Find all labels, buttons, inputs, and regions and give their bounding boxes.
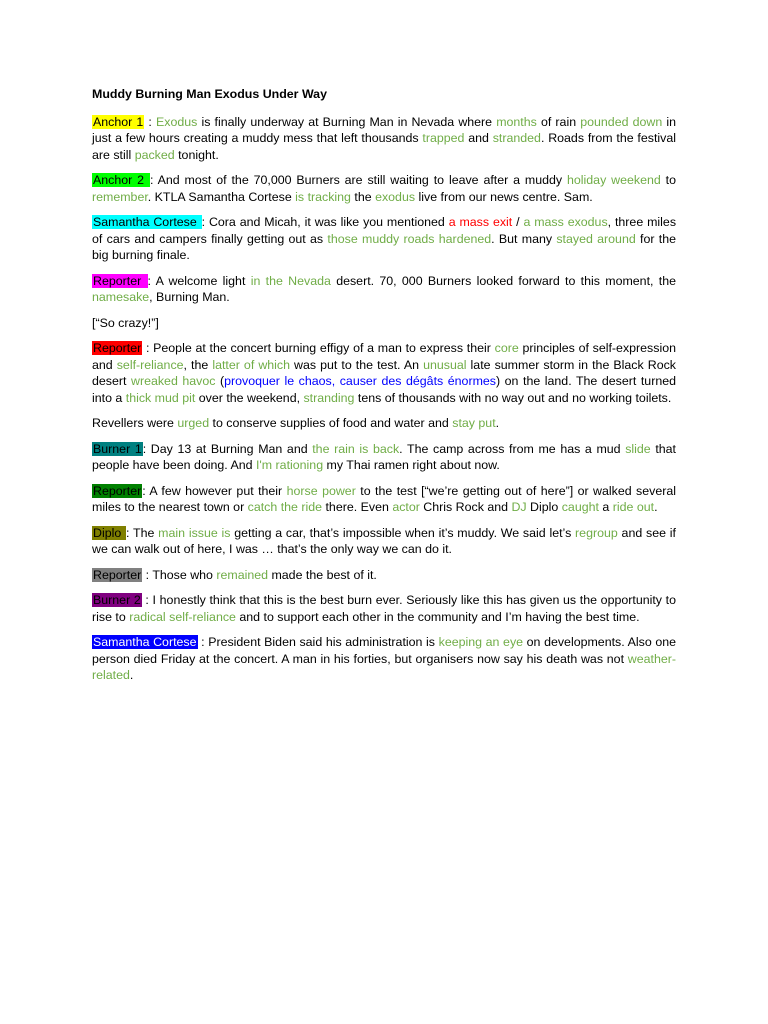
vocabulary-term: exodus [375, 189, 416, 204]
speaker-label: Samantha Cortese [93, 635, 197, 649]
text-segment: . The camp across from me has a mud [399, 441, 626, 456]
vocabulary-term: catch the ride [247, 500, 323, 514]
text-segment: of rain [536, 114, 581, 129]
text-segment: : The [126, 525, 159, 540]
transcript-body [92, 114, 676, 684]
vocabulary-term: thick mud pit [125, 390, 196, 405]
speaker-label: Reporter [93, 483, 142, 498]
text-segment: desert. 70, 000 Burners looked forward to this moment, the [336, 273, 676, 288]
vocabulary-term: main issue is [158, 525, 231, 540]
text-segment: . Roads from the festival are still [92, 131, 676, 162]
text-segment: late summer storm in the Black Rock desert [92, 357, 676, 388]
text-segment: in just a few hours creating a muddy mess that left thousands [92, 114, 677, 145]
text-segment: [“So crazy!”] [92, 315, 159, 330]
vocabulary-term: urged [177, 416, 210, 430]
transcript-paragraph [92, 441, 676, 474]
speaker-label: Reporter [93, 273, 147, 288]
vocabulary-term: stayed around [556, 231, 636, 246]
vocabulary-term: unusual [423, 357, 467, 372]
vocabulary-term: remember [92, 189, 148, 204]
text-segment: , Burning Man. [149, 290, 230, 304]
vocabulary-term: horse power [286, 483, 356, 498]
text-segment: : President Biden said his administration is [197, 635, 439, 649]
vocabulary-term: Exodus [155, 114, 198, 129]
text-segment: Chris Rock and [419, 500, 512, 514]
vocabulary-term: actor [392, 500, 420, 514]
vocabulary-term: those muddy roads hardened [327, 231, 492, 246]
vocabulary-term: wreaked havoc [131, 374, 216, 388]
text-segment: made the best of it. [268, 567, 377, 582]
text-segment: that people have been doing. And [92, 441, 676, 472]
text-segment: to [660, 173, 676, 187]
speaker-label: Burner 1 [93, 441, 142, 456]
marked-phrase: a mass exit [448, 215, 513, 229]
vocabulary-term: in the Nevada [250, 273, 337, 288]
vocabulary-term: core [494, 341, 519, 355]
transcript-paragraph [92, 114, 676, 164]
transcript-paragraph [92, 634, 676, 684]
transcript-paragraph [92, 340, 676, 406]
text-segment: , three miles of cars and campers finally getting out as [92, 215, 677, 246]
text-segment: . [129, 668, 134, 682]
text-segment: : Those who [142, 567, 217, 582]
text-segment: , the [183, 357, 213, 372]
text-segment: and to support each other in the community and I’m having the best time. [235, 609, 640, 624]
speaker-label: Anchor 1 [93, 114, 144, 129]
text-segment: on developments. Also one person died Friday at the concert. A man in his forties, but organisers now say his death was not [92, 635, 677, 666]
vocabulary-term: regroup [575, 525, 618, 540]
document-page [92, 86, 676, 693]
vocabulary-term: stay put [452, 416, 496, 430]
text-segment: tens of thousands with no way out and no working toilets. [354, 390, 672, 405]
vocabulary-term: latter of which [212, 357, 290, 372]
text-segment: Revellers were [92, 416, 178, 430]
text-segment: / [512, 215, 524, 229]
transcript-paragraph [92, 483, 676, 516]
vocabulary-term: holiday weekend [567, 173, 661, 187]
text-segment: ( [215, 374, 225, 388]
text-segment: and [464, 131, 493, 145]
transcript-paragraph [92, 315, 676, 332]
text-segment: and see if we can walk out of here, I was … that’s the only way we can do it. [92, 525, 676, 556]
text-segment: : People at the concert burning effigy of a man to express their [142, 341, 495, 355]
text-segment: : A few however put their [142, 483, 287, 498]
text-segment: live from our news centre. Sam. [415, 189, 593, 204]
vocabulary-term: weather-related [92, 651, 676, 682]
text-segment: to conserve supplies of food and water and [209, 416, 453, 430]
text-segment: . KTLA Samantha Cortese [147, 189, 296, 204]
text-segment: . [495, 416, 500, 430]
text-segment: over the weekend, [195, 390, 304, 405]
document-title: Muddy Burning Man Exodus Under Way [92, 87, 327, 101]
speaker-label: Anchor 2 [93, 173, 149, 187]
speaker-label: Reporter [93, 567, 142, 582]
transcript-paragraph [92, 214, 676, 264]
transcript-paragraph [92, 592, 676, 625]
vocabulary-term: caught [561, 500, 599, 514]
text-segment: Diplo [526, 500, 562, 514]
vocabulary-term: DJ [511, 500, 527, 514]
vocabulary-term: ride out [612, 500, 655, 514]
text-segment: : A welcome light [147, 273, 251, 288]
text-segment: : Cora and Micah, it was like you mentioned [201, 215, 449, 229]
vocabulary-term: namesake [92, 290, 150, 304]
text-segment: getting a car, that’s impossible when it’s muddy. We said let’s [230, 525, 576, 540]
speaker-label: Reporter [93, 341, 142, 355]
vocabulary-term: months [496, 114, 537, 129]
text-segment: ) on the land. The desert turned into a [92, 374, 676, 405]
vocabulary-term: stranding [303, 390, 355, 405]
text-segment: to the test [“we’re getting out of here”] or walked several miles to the nearest town or [92, 483, 677, 514]
vocabulary-term: stranded [492, 131, 541, 145]
text-segment: for the big burning finale. [92, 231, 677, 262]
text-segment: principles of self-expression and [92, 341, 676, 372]
transcript-paragraph [92, 525, 676, 558]
text-segment: my Thai ramen right about now. [323, 458, 500, 472]
text-segment: was put to the test. An [290, 357, 424, 372]
transcript-paragraph [92, 172, 676, 205]
vocabulary-term: is tracking [295, 189, 351, 204]
vocabulary-term: self-reliance [116, 357, 184, 372]
text-segment: a [598, 500, 613, 514]
speaker-label: Burner 2 [93, 593, 141, 607]
text-segment: the [350, 189, 376, 204]
text-segment: is finally underway at Burning Man in Nevada where [197, 114, 497, 129]
vocabulary-term: trapped [422, 131, 465, 145]
text-segment: . But many [491, 231, 557, 246]
text-segment: : And most of the 70,000 Burners are still waiting to leave after a muddy [149, 173, 567, 187]
vocabulary-term: packed [134, 147, 175, 162]
text-segment: . [654, 500, 658, 514]
transcript-paragraph [92, 273, 676, 306]
translation-note: provoquer le chaos, causer des dégâts énormes [224, 374, 496, 388]
vocabulary-term: the rain is back [312, 441, 400, 456]
transcript-paragraph [92, 415, 676, 432]
text-segment: there. Even [322, 500, 393, 514]
vocabulary-term: pounded down [580, 114, 663, 129]
text-segment: : I honestly think that this is the best burn ever. Seriously like this has given us the opportunity to rise to [92, 593, 676, 624]
speaker-label: Samantha Cortese [93, 215, 201, 229]
vocabulary-term: remained [216, 567, 269, 582]
vocabulary-term: radical self-reliance [129, 609, 236, 624]
vocabulary-term: I'm rationing [255, 458, 324, 472]
text-segment: : Day 13 at Burning Man and [142, 441, 313, 456]
vocabulary-term: slide [625, 441, 651, 456]
speaker-label: Diplo [93, 525, 126, 540]
text-segment: tonight. [174, 147, 219, 162]
vocabulary-term: a mass exodus [523, 215, 608, 229]
text-segment: : [144, 114, 156, 129]
vocabulary-term: keeping an eye [438, 635, 524, 649]
transcript-paragraph [92, 567, 676, 584]
